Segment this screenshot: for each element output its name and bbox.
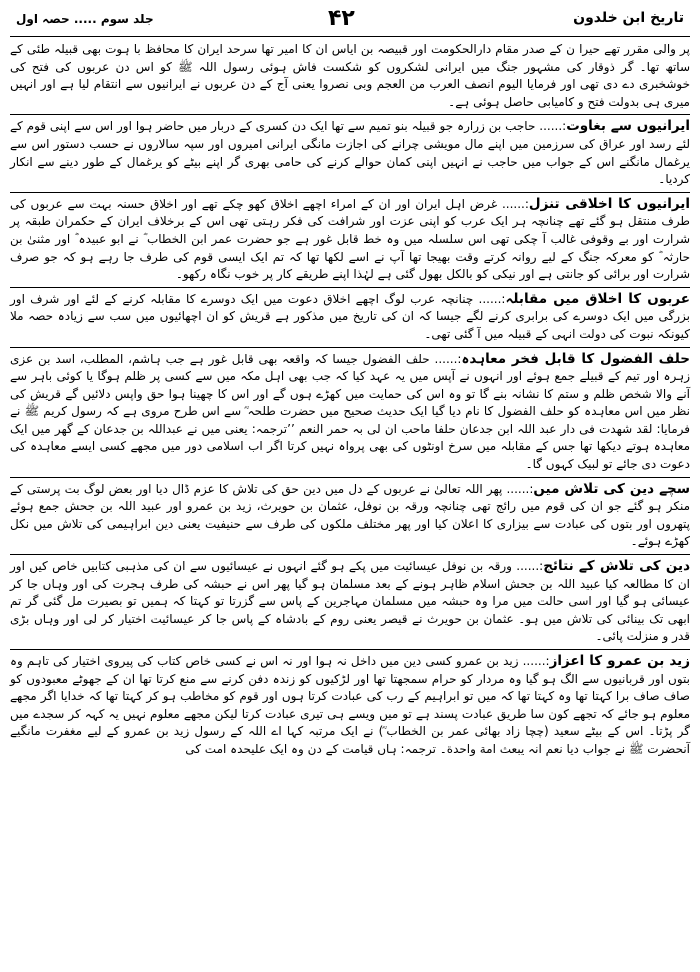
page-header (10, 6, 690, 37)
paragraph-arab-competition (10, 287, 690, 344)
paragraph-text: :...... حلف الفضول جیسا کہ واقعہ بھی قابل غور ہے جب ہاشم، المطلب، اسد بن عزی زہرہ اور تیم کے قبیلے جمع ہوئے اور انہوں نے آپس میں یہ عہد کیا کہ جب بھی اہل مکہ میں سے کسی پر ظلم ہوگا یا کوئی باہر سے آنے والا شخص ظلم و ستم کا نشانہ بنے گا تو وہ اس کی حمایت میں کھڑے ہوں گے اور اس کا چھینا ہوا حق واپس دلائیں گے قریش کی نظر میں اس معاہدہ کو حلف الفضول کا نام دیا گیا ایک حدیث صحیح میں حضرت طلحہ ؓ سے اس طرح مروی ہے کہ رسول کریم ﷺ نے فرمایا: لقد شھدت فی دار عبد اللہ ابن جدعان حلفا ماحب ان لی بہ حمر النعم ’’ترجمہ: یعنی میں نے عبداللہ بن جدعان کے گھر میں ایک معاہدہ ہوتے دیکھا تھا جس کے مقابلہ میں سرخ اونٹوں کی بھی پرواہ نہیں کرتا اگر اب اسلامی دور میں مجھے کسی ایسے معاہدہ کی دعوت دی جائے تو لبیک کہوں گا۔ (10, 351, 690, 472)
paragraph-text: :...... ورقہ بن نوفل عیسائیت میں پکے ہو گئے انہوں نے عیسائیوں سے ان کی مذہبی کتابیں خاص کیں اور ان کا مطالعہ کیا عبید اللہ بن جحش اسلام ظاہر ہونے کے بعد مسلمان ہو گیا پھر اس نے حبشہ کی طرف ہجرت کی اور وہاں جا کر عیسائی ہو گیا اور اسی حالت میں مرا وہ حبشہ میں مسلمان مہاجرین کے پاس سے گزرتا تو کہتا کہ ہمیں تو بصیرت مل گئی گر تم ابھی تک بینائی کی تلاش میں ہو۔ عثمان بن حویرث نے قیصر یعنی روم کے بادشاہ کے پاس جا کر عیسائیت اختیار کر لی اور وہاں بڑی قدر و منزلت پائی۔ (10, 559, 690, 644)
paragraph-intro (10, 41, 690, 111)
paragraph-text: :...... چنانچہ عرب لوگ اچھے اخلاق دعوت میں ایک دوسرے کا مقابلہ کرنے کے لئے اور شرف اور بزرگی میں ایک دوسرے کی برابری کرنے لگے جیسا کہ ان کی تاریخ میں مذکور ہے قریش کو ان اچھائیوں میں سب سے زیادہ حصہ ملا کیونکہ نبوت کی دولت انہی کے قبیلہ میں آ گئی تھی۔ (10, 291, 690, 341)
section-heading: سچے دین کی تلاش میں (533, 480, 690, 497)
paragraph-rebellion (10, 114, 690, 188)
paragraph-text: :...... غرض اہل ایران اور ان کے امراء اچھے اخلاق کھو چکے تھے اور اخلاق حسنہ بہت سے عربوں کی طرف منتقل ہو گئے تھے چنانچہ ہر ایک عرب کو اپنی عزت اور شرافت کی فکر رہتی تھی اس کے برخلاف ایران کے حکمران طبقہ پر شرارت اور بے وقوفی غالب آ چکی تھی اس سلسلہ میں وہ خط قابل غور ہے جو حضرت عمر ابن الخطاب ؓ نے ابو عبیدہ ؓ اور مثنیٰ بن حارثہ ؓ کو معرکہ جنگ کے لیے روانہ کرتے وقت بھیجا تھا آپ نے اسے لکھا تھا کہ تم ایک ایسی قوم کی طرف جا رہے ہو کہ جو صرف شرارت اور برائی کو جانتی ہے اور نیکی کو بالکل بھول گئی ہے لہٰذا اپنے طریقے کار پر خوب نگاہ رکھو۔ (10, 196, 690, 282)
volume-label: جلد سوم ..... حصہ اول (16, 12, 154, 26)
section-heading: ایرانیوں کا اخلاقی تنزل (528, 195, 690, 212)
section-heading: دین کی تلاش کے نتائج (543, 558, 690, 575)
book-title: تاریخ ابن خلدون (573, 10, 684, 26)
page-body (10, 41, 690, 759)
page-number: ۴۲ (328, 6, 355, 31)
paragraph-text: پر والی مقرر تھے حیرا ن کے صدر مقام دارالحکومت اور قبیصہ بن ایاس ان کا امیر تھا سرحد ایران کا محافظ با ہوت بھی قبیلہ طئی کے ساتھ تھا۔ گر ذوقار کی مشہور جنگ میں ایرانی لشکروں کو شکست فاش ہوئی رسول اللہ ﷺ کو اس دن عربوں کی فتح کی خوشخبری دے دی تھی اور فرمایا الیوم انصف العرب من العجم وبی نصروا یعنی آج کے دن عربوں نے ایرانیوں سے انتقام لیا ہے اور انہیں میری ہی بدولت فتح و کامیابی حاصل ہوئی ہے۔ (10, 42, 690, 109)
paragraph-text: :...... حاجب بن زرارہ جو قبیلہ بنو تمیم سے تھا ایک دن کسری کے دربار میں حاضر ہوا اور اس سے اپنی قوم کے لئے رسد اور عراق کی سرزمین میں اپنے مال مویشی چرانے کی اجازت مانگی ایرانی امیروں اور سپہ سالاروں نے حسب دستور اس سے یرغمال مانگنے اس کے جواب میں حاجب نے انہیں اپنی کمان حوالے کرنے کی حامی بھری گر اپنے بیٹے کو یرغمال کے طور دینے سے انکار کردیا۔ (10, 119, 690, 187)
paragraph-zaid-bin-amr (10, 649, 690, 759)
section-heading: حلف الفضول کا قابل فخر معاہدہ (461, 350, 690, 367)
paragraph-search-for-faith (10, 477, 690, 551)
paragraph-search-results (10, 554, 690, 646)
paragraph-text: :...... زید بن عمرو کسی دین میں داخل نہ ہوا اور نہ اس نے کسی خاص کتاب کی پیروی اختیار کی تاہم وہ بتوں اور قربانیوں سے الگ ہو گیا وہ مردار کو حرام سمجھتا تھا اور لڑکیوں کو زندہ دفن کرنے سے منع کرتا تھا ان کے جھوٹے معبودوں کو صاف صاف برا کہتا تھا وہ کہتا تھا کہ میں تو ابراہیم کے رب کی عبادت کرتا ہوں اور قوم کو مخاطب ہو کر کہتا تھا کہ خدایا اگر مجھے معلوم ہو جائے کہ تجھے کون سا طریق عبادت پسند ہے تو میں ویسے ہی تیری عبادت کرتا لیکن مجھے معلوم نہیں یہ کہہ کر سجدے میں گر پڑتا۔ اس کے بیٹے سعید (چچا زاد بھائی عمر بن الخطاب ؓ) نے ایک مرتبہ کہا اے اللہ کے رسول زید بن عمرو کے لیے مغفرت مانگیے آنحضرت ﷺ نے جواب دیا نعم انہ یبعث امة واحدة۔ ترجمہ: ہاں قیامت کے دن وہ ایک علیحدہ امت کی (10, 654, 690, 756)
section-heading: عربوں کا اخلاق میں مقابلہ (505, 290, 690, 307)
section-heading: زید بن عمرو کا اعزاز (549, 653, 690, 669)
paragraph-moral-decline (10, 192, 690, 284)
paragraph-hilf-al-fudul (10, 347, 690, 474)
paragraph-text: :...... پھر اللہ تعالیٰ نے عربوں کے دل میں دین حق کی تلاش کا عزم ڈال دیا اور بعض لوگ بت پرستی کے منکر ہو گئے جو ان کی قوم میں رائج تھی چنانچہ ورقہ بن نوفل، عثمان بن حویرث، زید بن عمرو اور عبید اللہ بن جحش جمع ہوئے پتھروں اور بتوں کی عبادت سے بیزاری کا اعلان کیا اور پھر مختلف ملکوں کی طرف سے حنیفیت یعنی دین ابراہیمی کی تلاش میں نکل کھڑے ہوئے۔ (10, 481, 690, 549)
section-heading: ایرانیوں سے بغاوت (566, 118, 690, 135)
